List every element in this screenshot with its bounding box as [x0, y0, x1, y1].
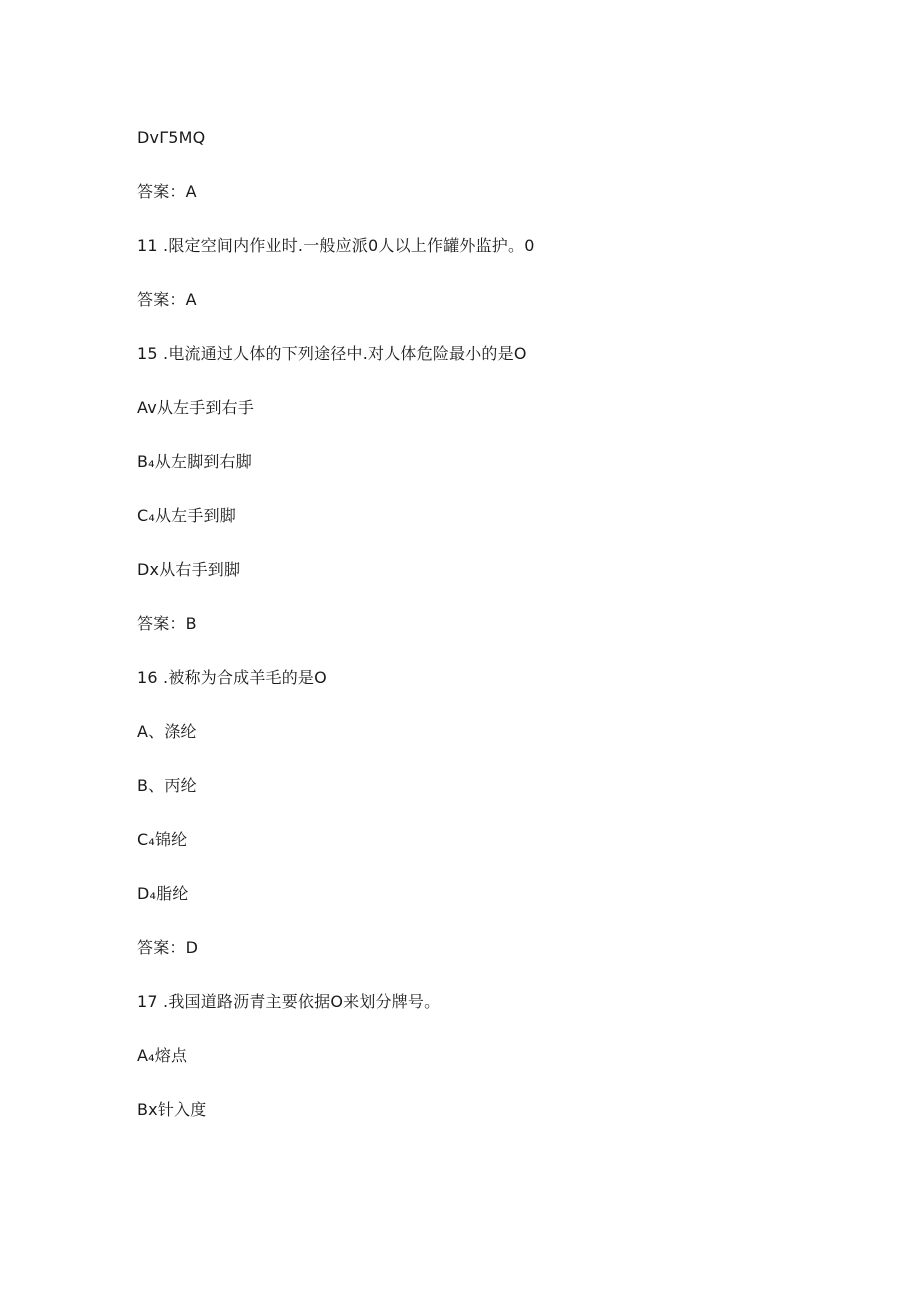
- answer-q16: 答案：D: [137, 938, 199, 957]
- option-b-q15: B₄从左脚到右脚: [137, 452, 252, 471]
- option-d-q10: DvΓ5MQ: [137, 128, 206, 147]
- option-b-q16: B、丙纶: [137, 776, 197, 795]
- option-a-q17: A₄熔点: [137, 1046, 188, 1065]
- question-11: 11 .限定空间内作业时.一般应派0人以上作罐外监护。0: [137, 236, 535, 255]
- option-b-q17: Bx针入度: [137, 1100, 207, 1119]
- option-a-q15: Av从左手到右手: [137, 398, 255, 417]
- answer-q15: 答案：B: [137, 614, 197, 633]
- answer-q10: 答案：A: [137, 182, 197, 201]
- option-d-q16: D₄脂纶: [137, 884, 189, 903]
- answer-q11: 答案：A: [137, 290, 197, 309]
- option-c-q16: C₄锦纶: [137, 830, 188, 849]
- question-17: 17 .我国道路沥青主要依据O来划分牌号。: [137, 992, 441, 1011]
- question-16: 16 .被称为合成羊毛的是O: [137, 668, 327, 687]
- option-a-q16: A、涤纶: [137, 722, 197, 741]
- option-d-q15: Dx从右手到脚: [137, 560, 241, 579]
- question-15: 15 .电流通过人体的下列途径中.对人体危险最小的是O: [137, 344, 527, 363]
- option-c-q15: C₄从左手到脚: [137, 506, 236, 525]
